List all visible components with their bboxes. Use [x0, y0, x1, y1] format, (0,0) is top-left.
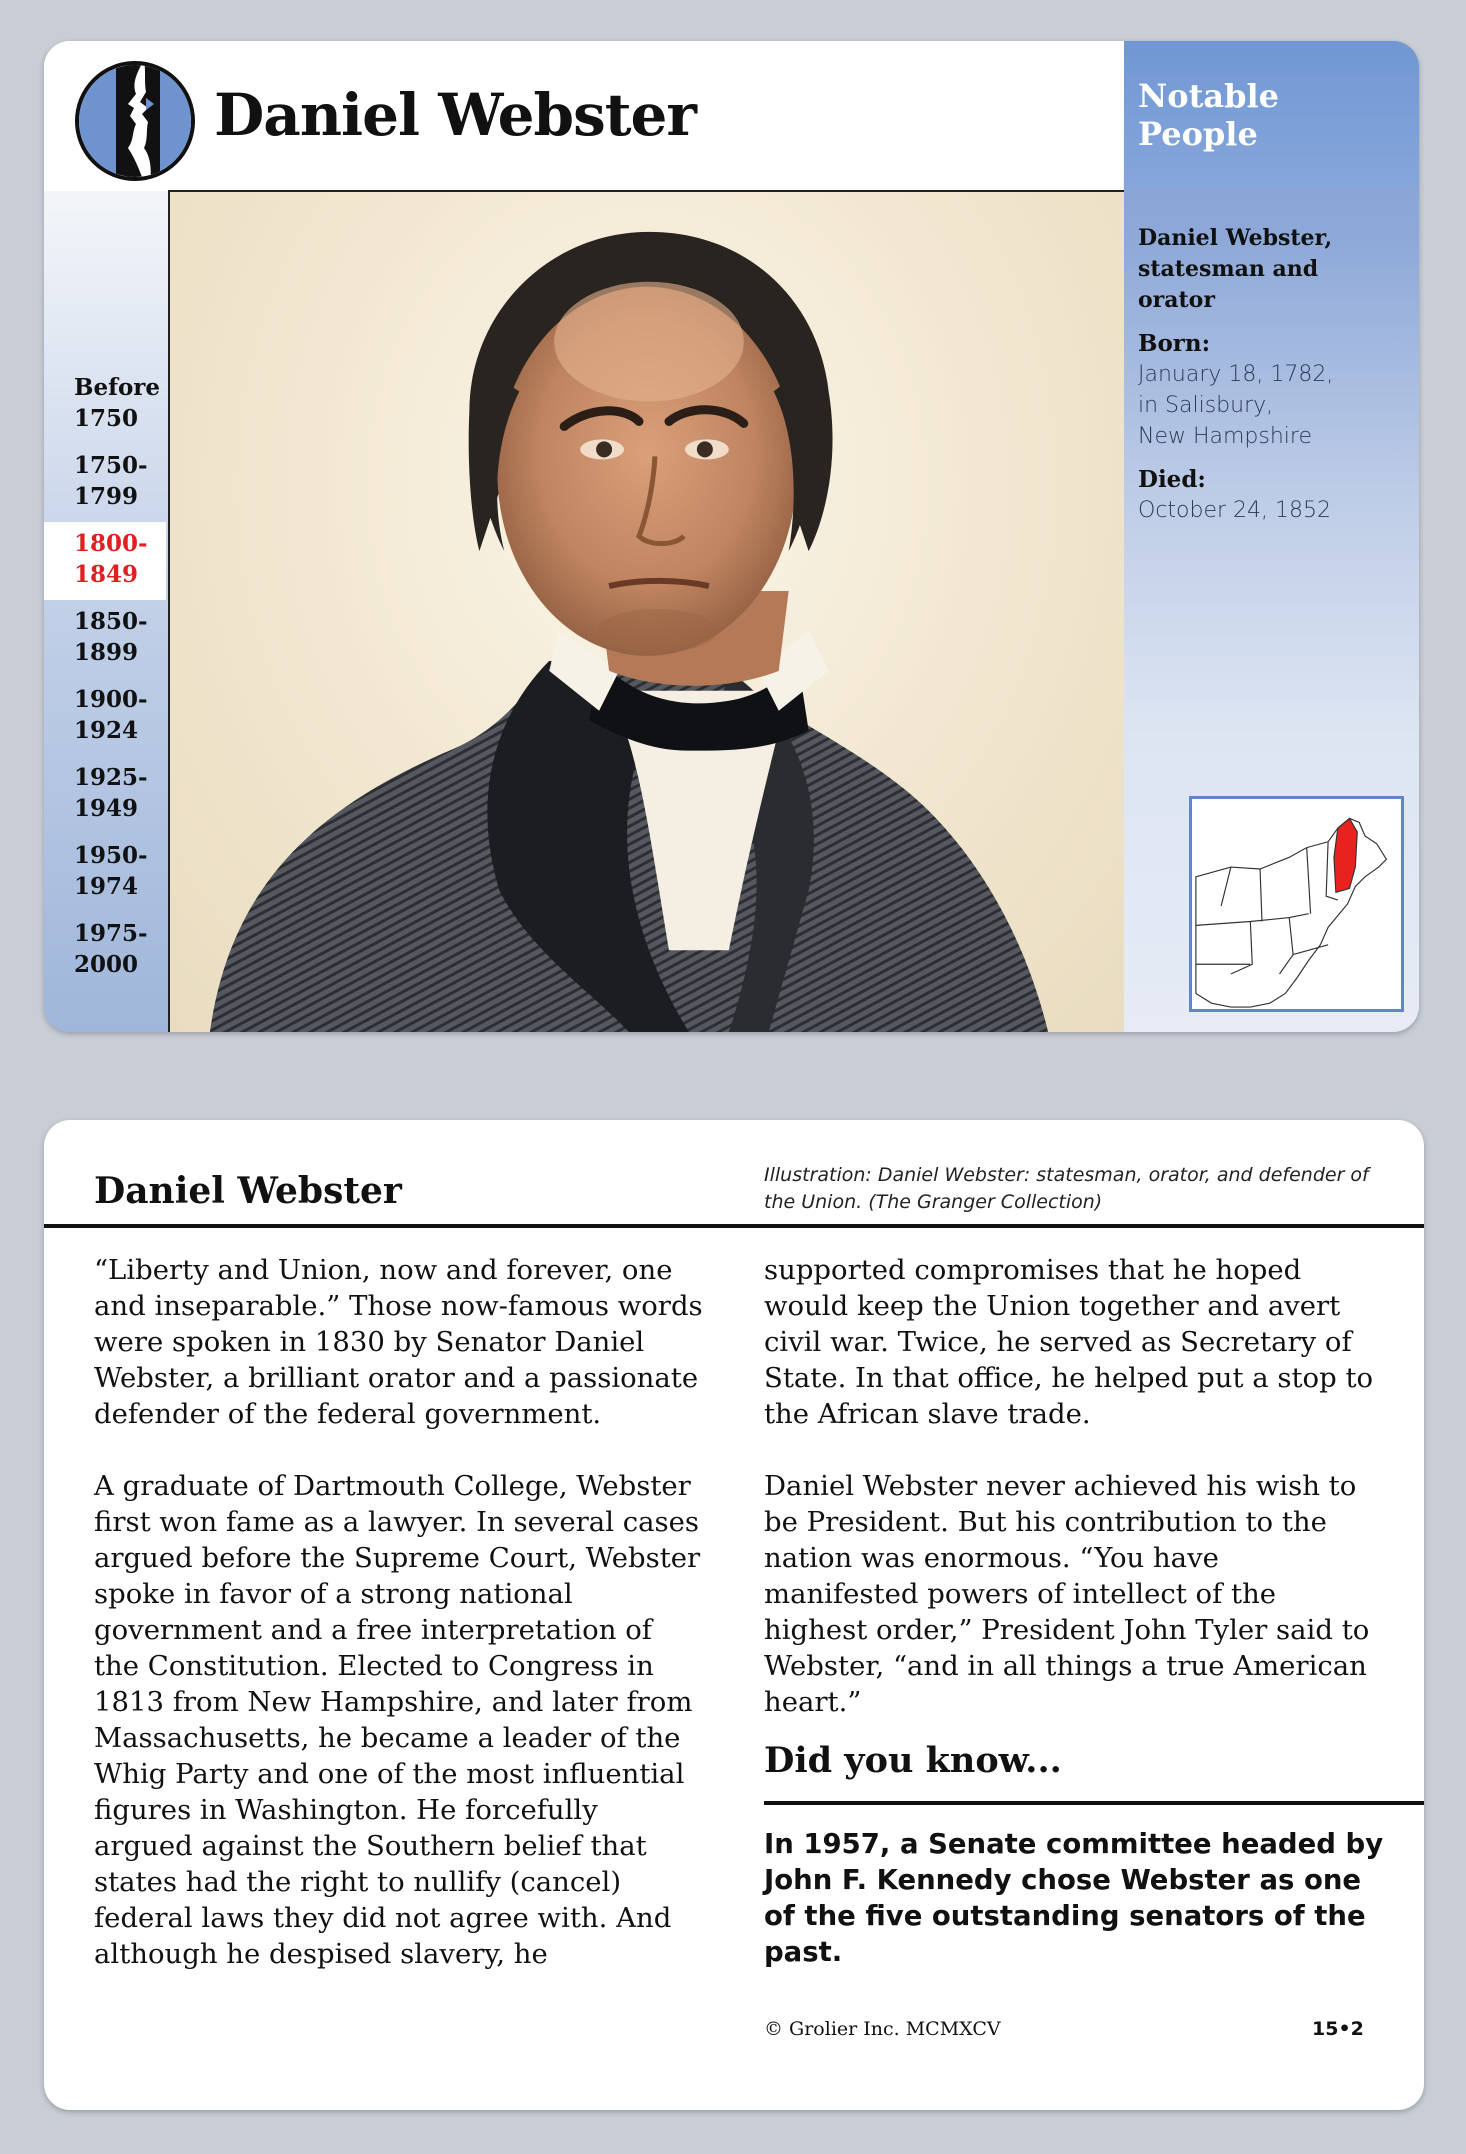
body-paragraph: A graduate of Dartmouth College, Webster first won fame as a lawyer. In several cases argued before the Supreme Court, Webster spoke in favor of a strong national government and a free interpretation of the Constitution. Elected to Congress in 1813 from New Hampshire, and later from Massachusetts, he became a leader of the Whig Party and one of the most influential figures in Washington. He forcefully argued against the Southern belief that states had the right to nullify (cancel) federal laws they did not agree with. And although he despised slavery, he [94, 1470, 701, 1970]
faces-logo-icon [74, 60, 196, 182]
illustration-caption: Illustration: Daniel Webster: statesman, orator, and defender of the Union. (The Granger Collection) [764, 1164, 1369, 1213]
portrait-illustration [168, 190, 1124, 1032]
card-front [44, 41, 1419, 1032]
died-value: October 24, 1852 [1138, 498, 1332, 523]
era-item: 1900- 1924 [74, 686, 148, 744]
body-column-right [764, 1252, 1374, 1756]
person-info [1138, 223, 1408, 526]
era-item: 1750- 1799 [74, 452, 148, 510]
era-item: Before 1750 [74, 374, 161, 432]
era-item: 1850- 1899 [74, 608, 148, 666]
body-column-left [94, 1252, 704, 2008]
header-rule [44, 1224, 1424, 1228]
did-you-know-text: In 1957, a Senate committee headed by John F. Kennedy chose Webster as one of the five outstanding senators of the past. [764, 1828, 1384, 1968]
body-paragraph: “Liberty and Union, now and forever, one and inseparable.” Those now-famous words were spoken in 1830 by Senator Daniel Webster, a brilliant orator and a passionate defender of the federal government. [94, 1254, 703, 1430]
era-item-active: 1800- 1849 [44, 522, 166, 600]
copyright: © Grolier Inc. MCMXCV [764, 2018, 1001, 2040]
card-back [44, 1120, 1424, 2110]
era-item: 1950- 1974 [74, 842, 148, 900]
card-number: 15•2 [1312, 2018, 1364, 2040]
did-you-know-title: Did you know... [764, 1740, 1062, 1781]
born-label: Born: [1138, 330, 1211, 357]
category-title: Notable People [1138, 77, 1279, 153]
locator-map [1189, 796, 1404, 1012]
era-item: 1975- 2000 [74, 920, 148, 978]
born-value: January 18, 1782, in Salisbury, New Hampshire [1138, 362, 1334, 449]
body-paragraph: Daniel Webster never achieved his wish to be President. But his contribution to the nation was enormous. “You have manifested powers of intellect of the highest order,” President John Tyler said to Webster, “and in all things a true American heart.” [764, 1470, 1370, 1718]
did-you-know-rule [764, 1801, 1424, 1805]
person-name: Daniel Webster, statesman and orator [1138, 225, 1333, 313]
era-item: 1925- 1949 [74, 764, 148, 822]
back-title: Daniel Webster [94, 1170, 402, 1212]
era-timeline [44, 366, 166, 990]
died-label: Died: [1138, 466, 1206, 493]
body-paragraph: supported compromises that he hoped would keep the Union together and avert civil war. Twice, he served as Secretary of State. In that office, he helped put a stop to the African slave trade. [764, 1254, 1374, 1430]
card-title: Daniel Webster [214, 81, 696, 149]
